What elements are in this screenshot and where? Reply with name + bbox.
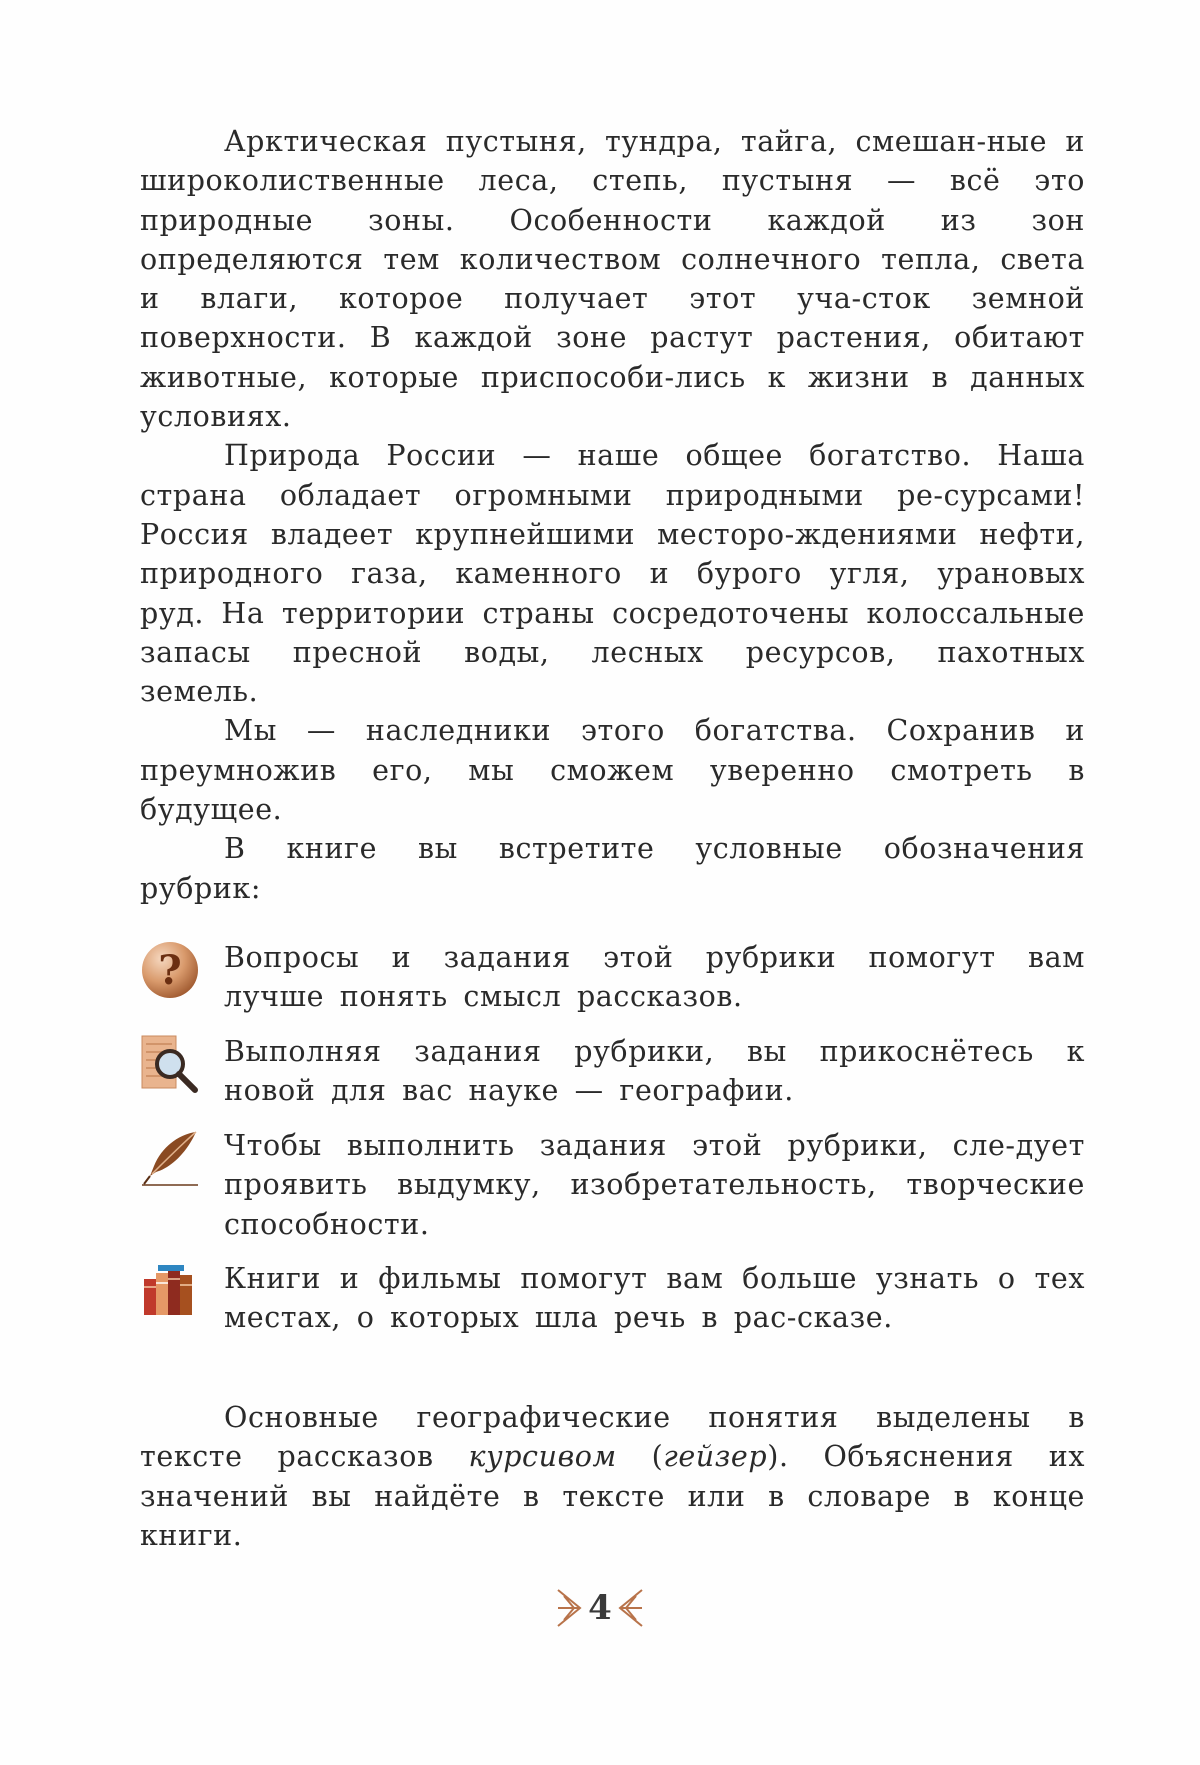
paragraph-key-terms: Основные географические понятия выделены в тексте рассказов курсивом (гейзер). Объяснения их значений вы найдёте в тексте или в словаре в конце книги. — [140, 1401, 1085, 1552]
page-number-block — [0, 1588, 1200, 1628]
question-icon — [140, 940, 200, 1000]
magnifier-icon — [140, 1034, 200, 1094]
paragraph-nature-of-russia: Природа России — наше общее богатство. Наша страна обладает огромными природными ре-сурсами! Россия владеет крупнейшими месторо-ждениями нефти, природного газа, каменного и бурого угля, урановых руд. На территории страны сосредоточены колоссальные запасы пресной воды, лесных ресурсов, пахотных земель. — [140, 439, 1085, 709]
rubric-research — [140, 1032, 1085, 1111]
italic-term-cursive: курсивом — [468, 1440, 617, 1474]
italic-term-geyser: гейзер — [663, 1440, 768, 1474]
rubric-creative — [140, 1126, 1085, 1244]
rubric-books-text: Книги и фильмы помогут вам больше узнать о тех местах, о которых шла речь в рас-сказе. — [224, 1262, 1085, 1335]
books-icon — [140, 1261, 200, 1321]
rubric-creative-text: Чтобы выполнить задания этой рубрики, сле-дует проявить выдумку, изобретательность, творческие способности. — [224, 1129, 1085, 1241]
rubric-questions-text: Вопросы и задания этой рубрики помогут вам лучше понять смысл рассказов. — [224, 941, 1085, 1014]
final-text — [140, 1398, 1085, 1555]
page-number: 4 — [588, 1588, 612, 1628]
svg-text:?: ? — [158, 947, 182, 994]
paragraph-rubrics-intro: В книге вы встретите условные обозначения рубрик: — [140, 832, 1085, 905]
right-ornament-icon — [618, 1588, 644, 1628]
paragraph-heirs: Мы — наследники этого богатства. Сохранив и преумножив его, мы сможем уверенно смотреть в будущее. — [140, 714, 1085, 827]
quill-icon — [140, 1128, 200, 1188]
intro-text — [140, 122, 1085, 908]
left-ornament-icon — [556, 1588, 582, 1628]
paragraph-natural-zones: Арктическая пустыня, тундра, тайга, смешан-ные и широколиственные леса, степь, пустыня — всё это природные зоны. Особенности каждой из зон определяются тем количеством солнечного тепла, света и влаги, которое получает этот уча-сток земной поверхности. В каждой зоне растут растения, обитают животные, которые приспособи-лись к жизни в данных условиях. — [140, 125, 1085, 434]
rubric-books — [140, 1259, 1085, 1338]
rubric-questions — [140, 938, 1085, 1017]
rubric-research-text: Выполняя задания рубрики, вы прикоснётесь к новой для вас науке — географии. — [224, 1035, 1085, 1108]
